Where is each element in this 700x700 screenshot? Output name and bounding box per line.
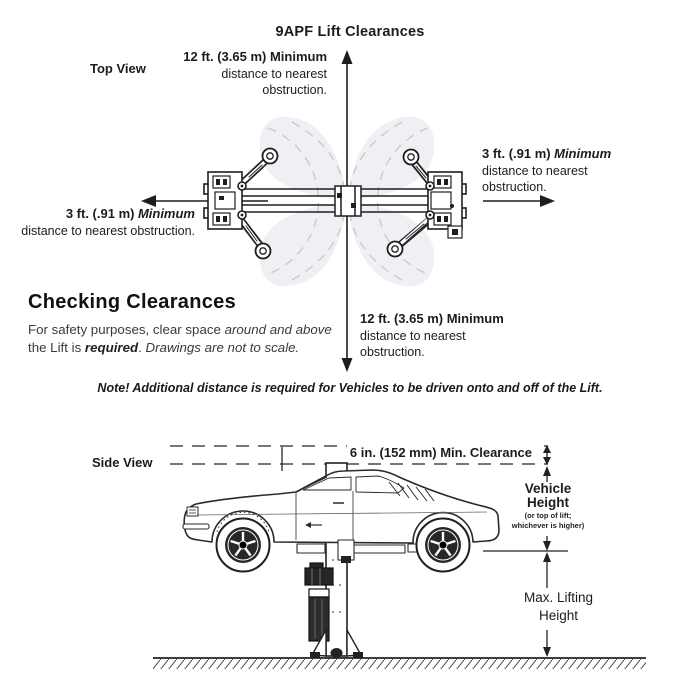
clearance-west-value: 3 ft. (.91 m) — [65, 206, 135, 221]
clearance-south-desc: distance to nearest obstruction. — [360, 328, 466, 360]
clearance-east — [482, 146, 632, 195]
clearance-north — [155, 49, 327, 98]
min-clearance-dim — [543, 445, 551, 465]
body-text-bold-italic: required — [84, 339, 139, 355]
clearance-east-value: 3 ft. (.91 m) — [482, 146, 551, 161]
vehicle-height-label: Vehicle Height — [511, 482, 585, 510]
clearance-south — [360, 311, 520, 360]
checking-clearances-paragraph — [28, 321, 336, 356]
clearance-east-emphasis: Minimum — [554, 146, 612, 161]
clearance-north-value: 12 ft. (3.65 m) Minimum — [183, 49, 327, 64]
down-arrow-icon — [342, 358, 353, 372]
clearance-west — [20, 206, 195, 239]
body-text-italic: around and above — [224, 322, 332, 337]
front-bumper — [183, 524, 209, 529]
clearance-south-value: 12 ft. (3.65 m) Minimum — [360, 311, 504, 326]
checking-clearances-heading: Checking Clearances — [28, 291, 237, 313]
body-text: . — [138, 339, 146, 355]
clearance-west-emphasis: Minimum — [137, 206, 195, 221]
body-text: For safety purposes, clear space — [28, 322, 225, 337]
vehicle-height-note: (or top of lift; whichever is higher) — [511, 511, 585, 530]
side-view-label: Side View — [92, 455, 153, 470]
headlight — [187, 507, 198, 516]
body-text-italic: Drawings are not to scale. — [145, 339, 300, 355]
min-clearance-label: 6 in. (152 mm) Min. Clearance — [347, 445, 535, 460]
side-view-diagram — [0, 430, 700, 700]
clearance-north-desc: distance to nearest obstruction. — [221, 66, 327, 98]
left-post-carriage — [204, 172, 246, 229]
max-lifting-height-label: Max. Lifting Height — [506, 589, 611, 625]
right-arrow-icon — [483, 195, 555, 207]
rear-wheel — [417, 519, 470, 572]
right-post-carriage — [426, 172, 466, 238]
up-arrow-icon — [342, 50, 353, 64]
clearance-west-desc: distance to nearest obstruction. — [21, 223, 195, 238]
top-view-label: Top View — [90, 61, 146, 76]
front-wheel — [217, 519, 270, 572]
lift-crossbeam — [242, 186, 428, 216]
body-text: the Lift is — [28, 339, 85, 355]
clearance-east-desc: distance to nearest obstruction. — [482, 163, 588, 195]
note-text: Note! Additional distance is required for Vehicles to be driven onto and off of the Lift. — [97, 381, 603, 395]
power-unit — [305, 563, 333, 641]
ground-hatch — [153, 658, 646, 669]
page-title: 9APF Lift Clearances — [275, 24, 425, 40]
